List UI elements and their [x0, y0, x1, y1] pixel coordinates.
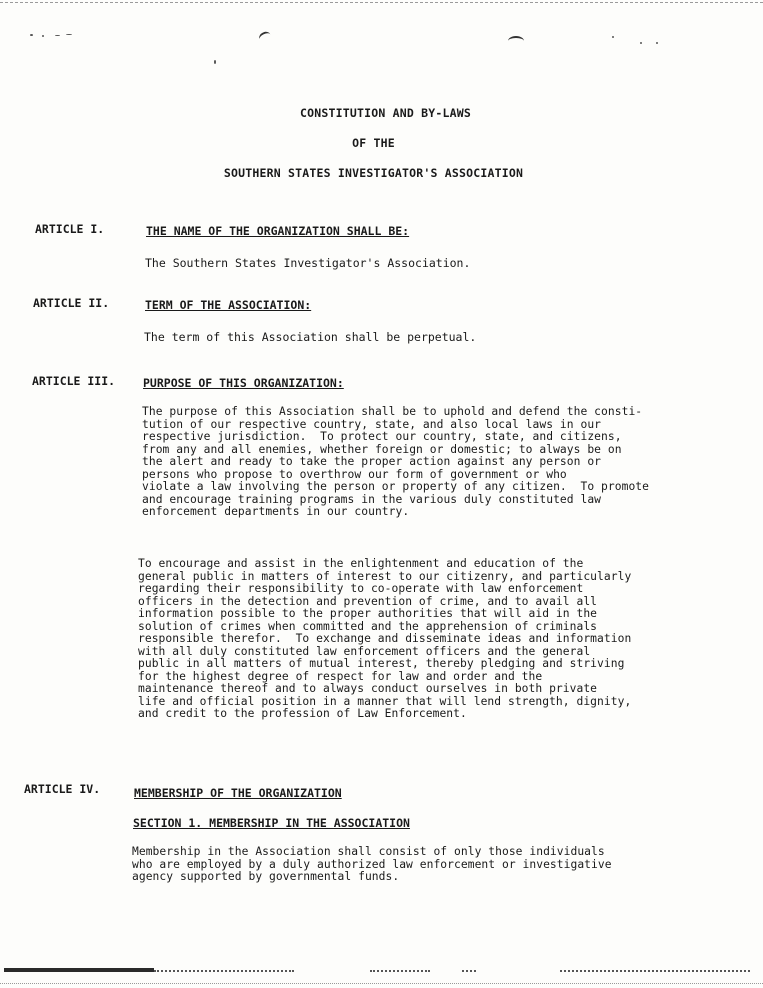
article-1-label: ARTICLE I. — [35, 222, 105, 236]
article-3-label: ARTICLE III. — [32, 374, 116, 388]
scan-mark — [257, 30, 272, 44]
scan-speck — [640, 42, 642, 44]
article-3-paragraph-2: To encourage and assist in the enlightenment and education of the general public in matters of interest to our citizenry, and particularly regarding their responsibility to co-operate with law enforcement officers in the detection and prevention of crime, and to avail all information possible to the proper authorities that will aid in the solution of crimes when committed and the apprehension of criminals responsible therefor. To exchange and disseminate ideas and information with all duly constituted law enforcement officers and the general public in all matters of mutual interest, thereby pledging and striving for the highest degree of respect for law and order and the maintenance thereof and to always conduct ourselves in both private life and official position in a manner that will lend strength, dignity, and credit to the profession of Law Enforcement. — [138, 557, 632, 720]
scan-speck — [66, 34, 72, 35]
article-3-paragraph-1: The purpose of this Association shall be to uphold and defend the consti- tution of our respective country, state, and also local laws in our respective jurisdiction. To protect our country, state, and citizens, from any and all enemies, whether foreign or domestic; to always be on the alert and ready to take the proper action against any person or persons who propose to overthrow our form of government or who violate a law involving the person or property of any citizen. To promote and encourage training programs in the various duly constituted law enforcement departments in our country. — [142, 405, 649, 518]
article-3-heading: PURPOSE OF THIS ORGANIZATION: — [143, 376, 344, 390]
article-2-text: The term of this Association shall be perpetual. — [144, 330, 477, 344]
scan-speck — [42, 35, 44, 37]
document-title-line-3: SOUTHERN STATES INVESTIGATOR'S ASSOCIATION — [223, 166, 524, 180]
document-title-line-2: OF THE — [352, 136, 395, 150]
bottom-scan-edge — [370, 970, 430, 972]
scan-speck — [612, 36, 614, 38]
article-2-label: ARTICLE II. — [33, 296, 110, 310]
article-4-section-1-text: Membership in the Association shall consist of only those individuals who are employed by a duly authorized law enforcement or investigative agency supported by governmental funds. — [132, 845, 612, 883]
article-4-heading: MEMBERSHIP OF THE ORGANIZATION — [134, 786, 342, 800]
bottom-scan-edge — [4, 968, 154, 972]
scan-speck — [30, 34, 33, 36]
scan-speck — [55, 35, 60, 36]
scan-speck — [656, 42, 658, 44]
bottom-scan-edge — [154, 970, 294, 972]
article-4-label: ARTICLE IV. — [24, 782, 101, 796]
bottom-scan-edge — [462, 970, 476, 972]
scan-speck — [214, 60, 216, 64]
article-1-heading: THE NAME OF THE ORGANIZATION SHALL BE: — [146, 224, 410, 238]
article-2-heading: TERM OF THE ASSOCIATION: — [145, 298, 312, 312]
top-dashed-border — [0, 2, 763, 3]
document-title-line-1: CONSTITUTION AND BY-LAWS — [300, 106, 471, 120]
bottom-scan-edge — [560, 970, 750, 972]
article-4-section-1-heading: SECTION 1. MEMBERSHIP IN THE ASSOCIATION — [133, 816, 410, 830]
scan-mark — [508, 36, 524, 46]
article-1-text: The Southern States Investigator's Association. — [145, 256, 471, 270]
bottom-scan-edge — [0, 983, 763, 984]
